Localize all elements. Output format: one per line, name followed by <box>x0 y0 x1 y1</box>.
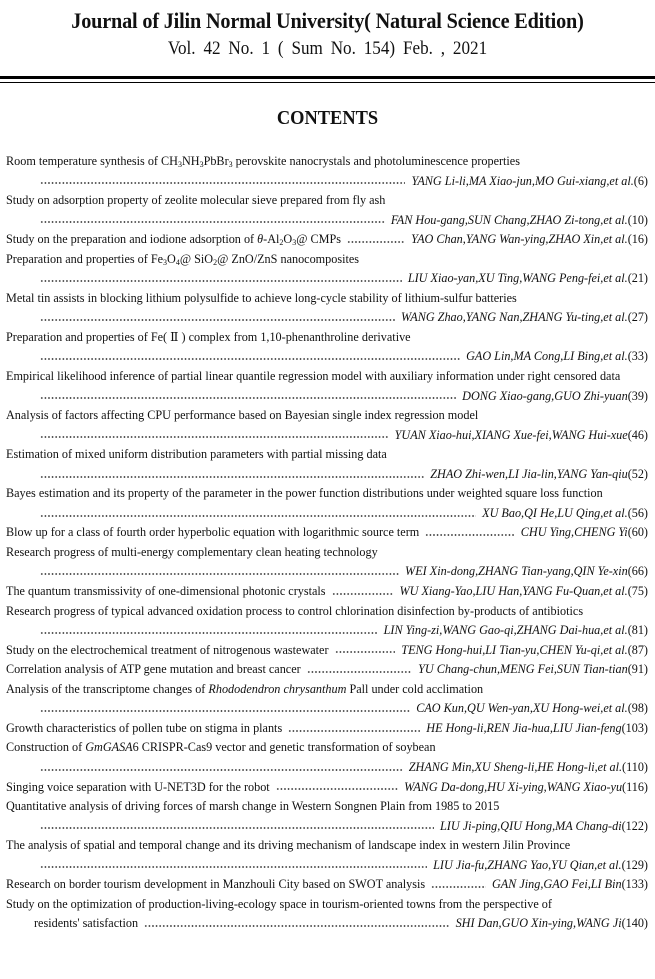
toc-entry-title-line[interactable] <box>6 328 648 348</box>
toc-entry-title[interactable] <box>6 445 387 465</box>
dot-leader <box>40 431 389 439</box>
title-segment: @ ZnO/ZnS nanocomposites <box>217 251 359 266</box>
toc-entry-authors: LIU Ji-ping,QIU Hong,MA Chang-di <box>440 818 622 833</box>
title-segment: Analysis of the transcriptome changes of <box>6 681 209 696</box>
title-segment: @ CMPs <box>296 232 341 247</box>
toc-entry-author-line[interactable] <box>6 308 648 328</box>
title-segment: Study on the optimization of production-living-ecology space in tourism-oriented towns from the perspective of <box>6 896 552 911</box>
contents-heading: CONTENTS <box>276 107 379 129</box>
dot-leader <box>425 529 515 537</box>
header-rule-thin <box>0 82 655 83</box>
dot-leader <box>332 588 394 596</box>
dot-leader <box>40 353 460 361</box>
toc-entry-title[interactable] <box>6 797 499 817</box>
toc-entry-page[interactable]: (66) <box>627 564 648 579</box>
dot-leader <box>347 236 405 244</box>
title-segment: Metal tin assists in blocking lithium polysulfide to achieve long-cycle stability of lithium-sulfur batteries <box>6 290 517 305</box>
toc-entry-authors: LIN Ying-zi,WANG Gao-qi,ZHANG Dai-hua,et al. <box>383 623 628 638</box>
dot-leader <box>40 705 410 713</box>
toc-entry-page[interactable]: (110) <box>622 759 648 774</box>
dot-leader <box>40 177 405 185</box>
toc-entry-authors: GAO Lin,MA Cong,LI Bing,et al. <box>466 349 628 364</box>
toc-entry-authors: ZHANG Min,XU Sheng-li,HE Hong-li,et al. <box>408 759 623 774</box>
dot-leader <box>40 471 424 479</box>
toc-entry-title-line[interactable] <box>6 191 648 211</box>
toc-entry-page[interactable]: (56) <box>627 505 648 520</box>
toc-entry-title[interactable] <box>6 543 378 563</box>
toc-entry-title-line[interactable] <box>6 875 648 895</box>
toc-entry-title-line[interactable] <box>6 250 648 270</box>
toc-entry-authors: WU Xiang-Yao,LIU Han,YANG Fu-Quan,et al. <box>399 584 628 599</box>
toc-entry-page[interactable]: (21) <box>627 271 648 286</box>
toc-entry-title[interactable] <box>6 895 552 915</box>
toc-entry-title-line[interactable] <box>6 719 648 739</box>
toc-entry-page[interactable]: (103) <box>621 720 648 735</box>
toc-entry-title[interactable] <box>6 523 419 543</box>
title-segment: Study on the electrochemical treatment of nitrogenous wastewater <box>6 642 329 657</box>
toc-entry-title-line[interactable] <box>6 484 648 504</box>
toc-entry-title[interactable] <box>6 152 520 172</box>
toc-entry-authors: WANG Da-dong,HU Xi-ying,WANG Xiao-yu <box>404 779 623 794</box>
toc-entry-title[interactable] <box>6 719 282 739</box>
toc-entry-title-line[interactable] <box>6 778 648 798</box>
toc-entry-author-line[interactable] <box>6 269 648 289</box>
toc-entry-authors: YU Chang-chun,MENG Fei,SUN Tian-tian <box>418 662 628 677</box>
title-segment: 2 <box>279 238 284 248</box>
toc-entry-author-line[interactable] <box>6 914 648 934</box>
toc-entry-title[interactable] <box>6 778 270 798</box>
toc-entry-title-line[interactable] <box>6 836 648 856</box>
title-segment: 2 <box>213 257 218 267</box>
toc-entry-title-continuation: residents' satisfaction <box>34 916 139 931</box>
dot-leader <box>40 822 434 830</box>
toc-entry-title-line[interactable] <box>6 797 648 817</box>
title-segment: Blow up for a class of fourth order hyperbolic equation with logarithmic source term <box>6 525 420 540</box>
toc-entry-title-line[interactable] <box>6 367 648 387</box>
dot-leader <box>40 275 402 283</box>
toc-entry-authors: YUAN Xiao-hui,XIANG Xue-fei,WANG Hui-xue <box>394 427 628 442</box>
title-segment: Analysis of factors affecting CPU performance based on Bayesian single index regression model <box>6 408 479 423</box>
toc-entry-author-line[interactable] <box>6 347 648 367</box>
contents-list <box>6 152 648 934</box>
toc-entry-author-line[interactable] <box>6 465 648 485</box>
toc-entry-authors: CHU Ying,CHENG Yi <box>520 525 628 540</box>
title-segment: Empirical likelihood inference of partial linear quantile regression model with auxiliary information under right censored data <box>6 369 621 384</box>
toc-entry-title-line[interactable] <box>6 738 648 758</box>
title-segment: 6 CRISPR-Cas9 vector and genetic transformation of soybean <box>132 740 436 755</box>
title-segment: Estimation of mixed uniform distribution parameters with partial missing data <box>6 447 387 462</box>
toc-entry-title[interactable] <box>6 289 517 309</box>
dot-leader <box>288 725 420 733</box>
toc-entry-author-line[interactable] <box>6 426 648 446</box>
title-segment: 3 <box>292 238 297 248</box>
toc-entry-page[interactable]: (6) <box>633 173 648 188</box>
toc-entry-authors: WEI Xin-dong,ZHANG Tian-yang,QIN Ye-xin <box>405 564 628 579</box>
toc-entry-page[interactable]: (129) <box>621 857 648 872</box>
dot-leader <box>40 216 385 224</box>
toc-entry-page[interactable]: (46) <box>627 427 648 442</box>
header-rule-thick <box>0 76 655 79</box>
toc-entry-authors: HE Hong-li,REN Jia-hua,LIU Jian-feng <box>426 720 622 735</box>
title-segment: GmGASA <box>85 740 133 755</box>
toc-entry-author-line[interactable] <box>6 699 648 719</box>
title-segment: Preparation and properties of Fe <box>6 251 164 266</box>
dot-leader <box>40 627 378 635</box>
toc-entry-title[interactable] <box>6 230 341 250</box>
title-segment: Preparation and properties of Fe( Ⅱ ) complex from 1,10-phenanthroline derivative <box>6 329 411 344</box>
title-segment: O <box>167 251 176 266</box>
toc-entry-authors: YAO Chan,YANG Wan-ying,ZHAO Xin,et al. <box>411 232 628 247</box>
title-segment: 3 <box>199 160 204 169</box>
dot-leader <box>40 510 476 518</box>
title-segment: Growth characteristics of pollen tube on stigma in plants <box>6 720 283 735</box>
toc-entry-title[interactable] <box>6 875 425 895</box>
dot-leader <box>40 764 403 772</box>
toc-entry-authors: CAO Kun,QU Wen-yan,XU Hong-wei,et al. <box>416 701 628 716</box>
journal-title: Journal of Jilin Normal University( Natural Science Edition) <box>71 8 584 33</box>
title-segment: Study on the preparation and iodione adsorption of <box>6 232 258 247</box>
title-segment: NH <box>181 154 200 168</box>
toc-entry-title[interactable] <box>6 406 478 426</box>
toc-entry-page[interactable]: (122) <box>621 818 648 833</box>
toc-entry-authors: WANG Zhao,YANG Nan,ZHANG Yu-ting,et al. <box>400 310 628 325</box>
toc-entry-page[interactable]: (116) <box>622 779 648 794</box>
toc-entry-title[interactable] <box>6 367 620 387</box>
toc-entry-title-line[interactable] <box>6 680 648 700</box>
toc-entry-title[interactable] <box>6 738 436 758</box>
toc-entry-title-line[interactable] <box>6 602 648 622</box>
title-segment: The analysis of spatial and temporal change and its driving mechanism of landscape index in western Jilin Province <box>6 838 571 853</box>
toc-entry-title-line[interactable] <box>6 230 648 250</box>
toc-entry-title-line[interactable] <box>6 152 648 172</box>
toc-entry-title-line[interactable] <box>6 660 648 680</box>
toc-entry-authors: SHI Dan,GUO Xin-ying,WANG Ji <box>455 916 622 931</box>
toc-entry-author-line[interactable] <box>6 504 648 524</box>
dot-leader <box>40 392 456 400</box>
toc-entry-author-line[interactable] <box>6 172 648 192</box>
dot-leader <box>307 666 412 674</box>
toc-entry-authors: GAN Jing,GAO Fei,LI Bin <box>491 877 622 892</box>
toc-entry-page[interactable]: (81) <box>627 623 648 638</box>
toc-entry-authors: XU Bao,QI He,LU Qing,et al. <box>482 505 628 520</box>
toc-entry-page[interactable]: (87) <box>627 642 648 657</box>
toc-entry-page[interactable]: (16) <box>627 232 648 247</box>
toc-entry-page[interactable]: (140) <box>621 916 648 931</box>
toc-entry-title[interactable] <box>6 680 483 700</box>
toc-entry-authors: LIU Xiao-yan,XU Ting,WANG Peng-fei,et al. <box>407 271 628 286</box>
title-segment: Research on border tourism development in Manzhouli City based on SWOT analysis <box>6 877 426 892</box>
dot-leader <box>40 861 427 869</box>
toc-entry-title[interactable] <box>6 250 359 270</box>
title-segment: Singing voice separation with U-NET3D for the robot <box>6 779 270 794</box>
title-segment: Rhododendron chrysanthum <box>208 681 347 696</box>
dot-leader <box>276 783 398 791</box>
toc-entry-title[interactable] <box>6 484 603 504</box>
toc-entry-page[interactable]: (98) <box>627 701 648 716</box>
dot-leader <box>144 920 449 928</box>
toc-entry-title[interactable] <box>6 602 583 622</box>
title-segment: -Al <box>263 232 280 247</box>
toc-entry-title[interactable] <box>6 582 326 602</box>
title-segment: Pall under cold acclimation <box>346 681 484 696</box>
title-segment: PbBr <box>203 154 229 168</box>
toc-entry-author-line[interactable] <box>6 621 648 641</box>
toc-entry-author-line[interactable] <box>6 817 648 837</box>
toc-entry-page[interactable]: (27) <box>627 310 648 325</box>
title-segment: The quantum transmissivity of one-dimensional photonic crystals <box>6 584 326 599</box>
title-segment: Research progress of typical advanced oxidation process to control chlorination disinfection by-products of antibiotics <box>6 603 584 618</box>
title-segment: Study on adsorption property of zeolite molecular sieve prepared from fly ash <box>6 193 386 208</box>
toc-entry-title-line[interactable] <box>6 543 648 563</box>
toc-entry-authors: TENG Hong-hui,LI Tian-yu,CHEN Yu-qi,et al. <box>401 642 628 657</box>
issue-line: Vol. 42 No. 1 ( Sum No. 154) Feb. , 2021 <box>167 38 488 59</box>
toc-entry-title[interactable] <box>6 641 329 661</box>
toc-entry-author-line[interactable] <box>6 758 648 778</box>
toc-entry-title-line[interactable] <box>6 641 648 661</box>
toc-entry-page[interactable]: (10) <box>627 212 648 227</box>
title-segment: Construction of <box>6 740 86 755</box>
toc-entry-authors: ZHAO Zhi-wen,LI Jia-lin,YANG Yan-qiu <box>430 466 628 481</box>
toc-entry-title-line[interactable] <box>6 289 648 309</box>
toc-entry-authors: LIU Jia-fu,ZHANG Yao,YU Qian,et al. <box>433 857 622 872</box>
dot-leader <box>40 568 399 576</box>
toc-entry-author-line[interactable] <box>6 387 648 407</box>
toc-entry-title-line[interactable] <box>6 523 648 543</box>
dot-leader <box>335 646 396 654</box>
title-segment: 3 <box>228 160 233 169</box>
title-segment: perovskite nanocrystals and photoluminescence properties <box>232 154 520 168</box>
title-segment: Correlation analysis of ATP gene mutation and breast cancer <box>6 662 301 677</box>
toc-entry-page[interactable]: (39) <box>627 388 648 403</box>
title-segment: Quantitative analysis of driving forces of marsh change in Western Songnen Plain from 1985 to 2015 <box>6 799 500 814</box>
toc-entry-title[interactable] <box>6 660 301 680</box>
toc-entry-page[interactable]: (60) <box>627 525 648 540</box>
toc-entry-authors: FAN Hou-gang,SUN Chang,ZHAO Zi-tong,et al. <box>390 212 628 227</box>
toc-entry-authors: DONG Xiao-gang,GUO Zhi-yuan <box>462 388 628 403</box>
title-segment: O <box>283 232 293 247</box>
title-segment: Room temperature synthesis of CH <box>6 154 178 168</box>
toc-entry-title-line[interactable] <box>6 582 648 602</box>
toc-entry-page[interactable]: (33) <box>627 349 648 364</box>
title-segment: 3 <box>163 257 168 267</box>
toc-entry-authors: YANG Li-li,MA Xiao-jun,MO Gui-xiang,et al. <box>411 173 634 188</box>
title-segment: Bayes estimation and its property of the parameter in the power function distributions under weighted square loss function <box>6 486 603 501</box>
dot-leader <box>431 881 486 889</box>
toc-entry-author-line[interactable] <box>6 856 648 876</box>
toc-entry-title-line[interactable] <box>6 895 648 915</box>
toc-entry-title-line[interactable] <box>6 406 648 426</box>
toc-entry-page[interactable]: (91) <box>627 662 648 677</box>
toc-entry-title-line[interactable] <box>6 445 648 465</box>
title-segment: θ <box>257 232 264 247</box>
title-segment: Research progress of multi-energy complementary clean heating technology <box>6 544 378 559</box>
title-segment: @ SiO <box>179 251 214 266</box>
toc-entry-title[interactable] <box>6 328 411 348</box>
dot-leader <box>40 314 395 322</box>
title-segment: 3 <box>177 160 182 169</box>
toc-entry-author-line[interactable] <box>6 211 648 231</box>
toc-entry-page[interactable]: (133) <box>621 877 648 892</box>
toc-entry-author-line[interactable] <box>6 562 648 582</box>
title-segment: 4 <box>175 257 180 267</box>
toc-entry-page[interactable]: (75) <box>627 584 648 599</box>
toc-entry-title[interactable] <box>6 191 385 211</box>
toc-entry-title[interactable] <box>6 836 570 856</box>
toc-entry-page[interactable]: (52) <box>627 466 648 481</box>
